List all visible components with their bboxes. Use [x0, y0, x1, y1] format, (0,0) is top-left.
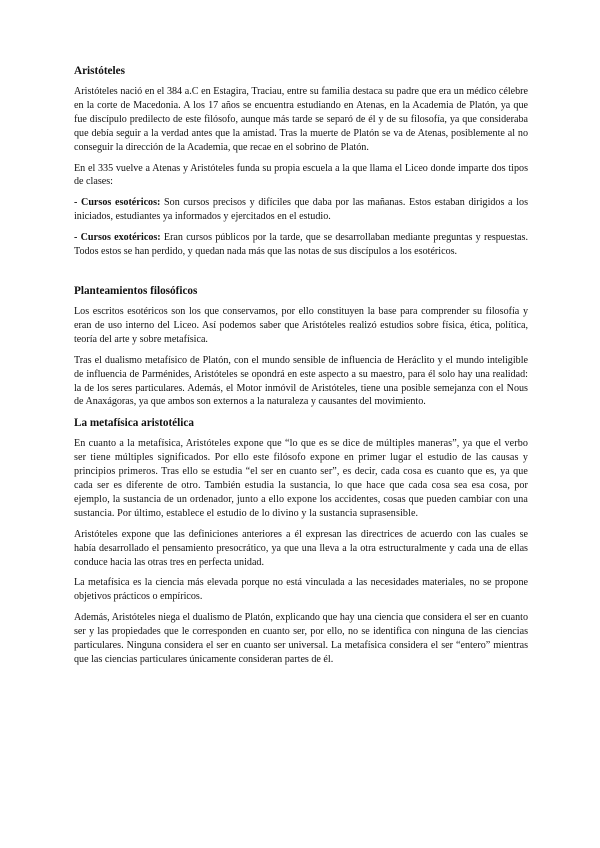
paragraph-biography: Aristóteles nació en el 384 a.C en Estagira, Traciau, entre su familia destaca su padre que era un médico célebre en la corte de Macedonia. A los 17 años se encuentra estudiando en Atenas, en la Academia de Platón, ya que fue discípulo predilecto de este filósofo, aunque más tarde se separó de él y de su filosofía, ya que consideraba que debía seguir a la verdad antes que la amistad. Tras la muerte de Platón se va de Atenas, posiblemente al no conseguir la dirección de la Academia, que recae en el sobrino de Platón.	[74, 86, 528, 153]
paragraph-liceo: En el 335 vuelve a Atenas y Aristóteles funda su propia escuela a la que llama el Liceo donde imparte dos tipos de clases:	[74, 162, 528, 188]
paragraph-dualismo: Tras el dualismo metafísico de Platón, con el mundo sensible de influencia de Heráclito y el mundo inteligible de influencia de Parménides, Aristóteles se opondrá en este aspecto a su maestro, para él solo hay una realidad: la de los seres particulares. Además, el Motor inmóvil de Aristóteles, tiene una posible semejanza con el Nous de Anaxágoras, ya que ambos son externos a la naturaleza y causantes del movimiento.	[74, 354, 528, 408]
section-title-planteamientos: Planteamientos filosóficos	[74, 284, 198, 297]
paragraph-escritos: Los escritos esotéricos son los que conservamos, por ello constituyen la base para comprender su filosofía y eran de uso interno del Liceo. Así podemos saber que Aristóteles realizó estudios sobre física, ética, política, teoría del arte y sobre metafísica.	[74, 305, 528, 345]
label-cursos-esotericos: - Cursos esotéricos:	[74, 197, 161, 209]
section-title-aristoteles: Aristóteles	[74, 65, 125, 77]
label-cursos-exotericos: - Cursos exotéricos:	[74, 232, 161, 244]
paragraph-niega-dualismo: Además, Aristóteles niega el dualismo de Platón, explicando que hay una ciencia que considera el ser en cuanto ser y las propiedades que le corresponden en cuanto ser, por ello, no se identifica con ninguna de las ciencias particulares. Ninguna considera el ser en cuanto ser universal. La metafísica considera el ser “entero” mientras que las ciencias particulares únicamente consideran partes de él.	[74, 612, 528, 665]
paragraph-definiciones: Aristóteles expone que las definiciones anteriores a él expresan las directrices de acuerdo con las cuales se había desarrollado el pensamiento presocrático, ya que una lleva a la otra estructuralmente y cada una de ellas conduce hacia las otras tres en perfecta unidad.	[74, 528, 528, 568]
paragraph-ciencia-elevada: La metafísica es la ciencia más elevada porque no está vinculada a las necesidades materiales, no se propone objetivos prácticos o empíricos.	[74, 577, 528, 603]
section-title-metafisica: La metafísica aristotélica	[74, 417, 194, 430]
document-body	[74, 64, 528, 667]
text-cursos-esotericos: Son cursos precisos y difíciles que daba por las mañanas. Estos estaban dirigidos a los iniciados, estudiantes ya informados y ejercitados en el estudio.	[74, 197, 528, 223]
paragraph-cursos-exotericos	[74, 231, 528, 259]
text-cursos-exotericos: Eran cursos públicos por la tarde, que se desarrollaban mediante preguntas y respuestas. Todos estos se han perdido, y quedan nada más que las notas de sus discípulos a los esotéricos.	[74, 232, 528, 258]
paragraph-cursos-esotericos	[74, 196, 528, 224]
paragraph-metafisica-intro: En cuanto a la metafísica, Aristóteles expone que “lo que es se dice de múltiples maneras”, ya que el verbo ser tiene múltiples significados. Por ello este filósofo expone en primer lugar el estudio de las causas y principios primeros. Tras ello se estudia “el ser en cuanto ser”, es decir, cada cosa es cuanto que es, ya que cada ser es diferente de otro. También estudia la sustancia, lo que hace que cada cosa sea esa cosa, por ejemplo, la sustancia de un ordenador, junto a ello expone los accidentes, cosas que pueden cambiar con una sustancia. Por último, establece el estudio de lo divino y la sustancia suprasensible.	[74, 438, 528, 519]
